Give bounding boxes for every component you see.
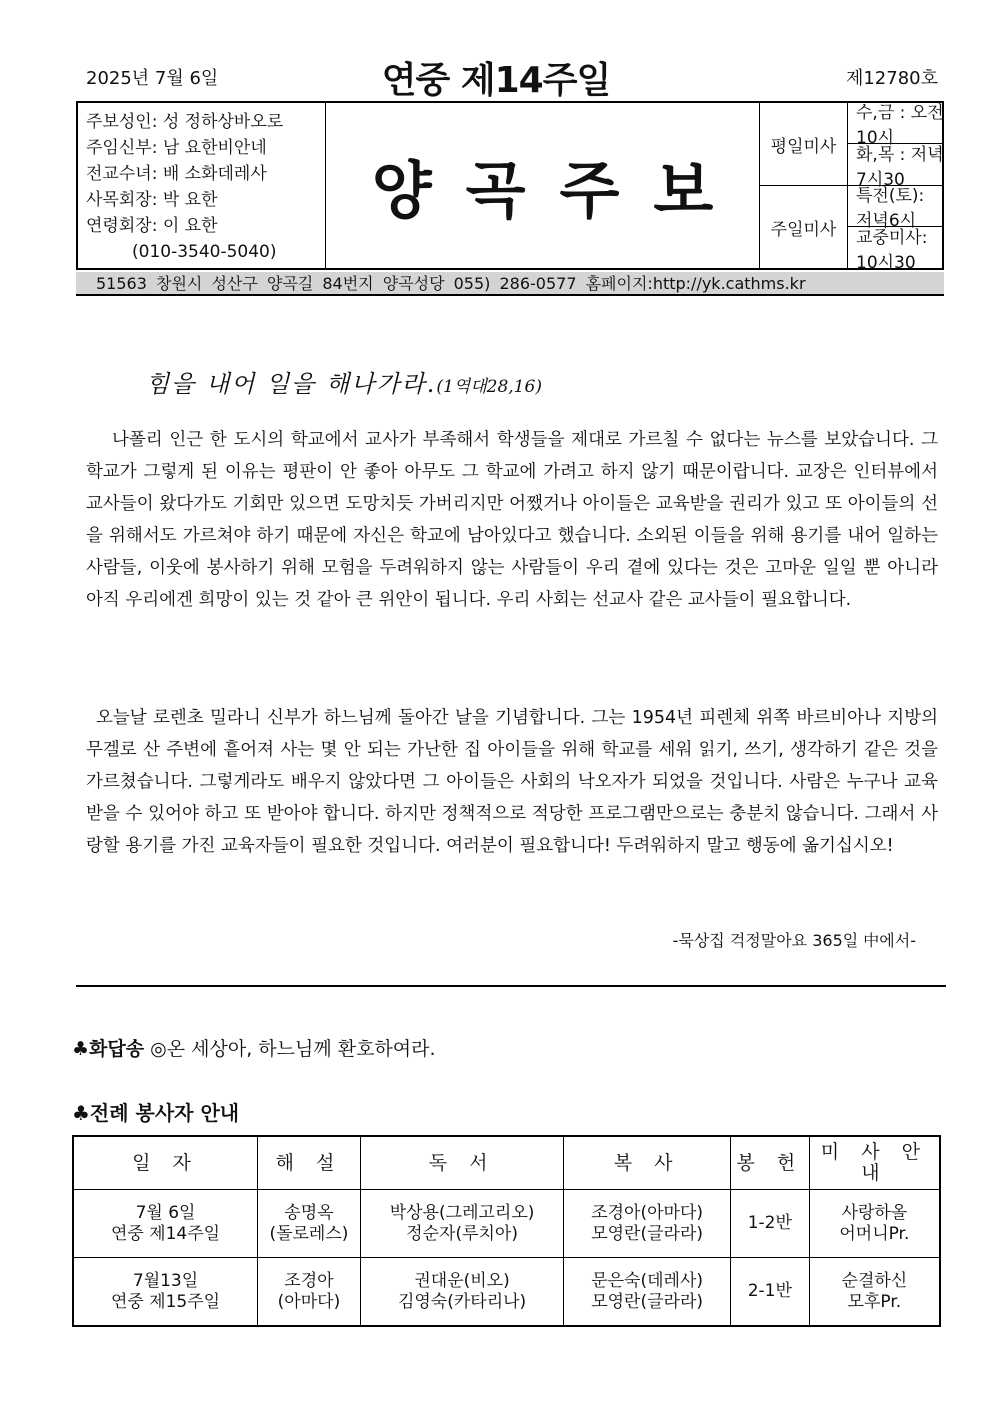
article-heading-text: 힘을 내어 일을 해나가라. — [146, 370, 437, 398]
cell-date — [73, 1258, 258, 1327]
mass-intention-1: 사랑하올 — [841, 1202, 908, 1223]
cell-mass-intention — [809, 1190, 940, 1258]
staff-patron: 주보성인: 성 정하상바오로 — [86, 112, 284, 132]
sunday-mass-row — [760, 186, 944, 273]
server-1: 문은숙(데레사) — [591, 1270, 703, 1291]
cell-offering: 1-2반 — [730, 1190, 809, 1258]
cell-mass-intention — [809, 1258, 940, 1327]
weekday-time-2: 화,목 : 저녁7시30 — [856, 144, 944, 190]
server-1: 조경아(아마다) — [591, 1202, 703, 1223]
reader-1: 권대운(비오) — [414, 1270, 510, 1291]
weekday-mass-times — [848, 103, 944, 190]
header-commentator: 해 설 — [258, 1136, 361, 1190]
header-mass-intention: 미 사 안 내 — [809, 1136, 940, 1190]
staff-pastor: 주임신부: 남 요한비안네 — [86, 138, 267, 158]
psalm-text: ◎온 세상아, 하느님께 환호하여라. — [150, 1038, 436, 1060]
reader-2: 김영숙(카타리나) — [397, 1291, 527, 1312]
sunday-mass-times — [848, 186, 944, 273]
cell-reader — [360, 1190, 563, 1258]
article-source: -묵상집 걱정말아요 365일 中에서- — [672, 931, 916, 950]
psalm-section — [72, 1034, 436, 1061]
scripture-reference: (1역대28,16) — [436, 377, 542, 397]
reader-2: 정순자(루치아) — [406, 1223, 518, 1244]
weekday-time-1: 수,금 : 오전10시 — [848, 103, 944, 144]
service-table — [72, 1135, 941, 1327]
cell-commentator — [258, 1190, 361, 1258]
staff-list — [78, 103, 326, 268]
liturgical-title: 연중 제14주일 — [381, 60, 611, 101]
reader-1: 박상용(그레고리오) — [389, 1202, 535, 1223]
service-section-title: ♣전례 봉사자 안내 — [72, 1101, 240, 1125]
table-row — [73, 1258, 940, 1327]
article-paragraph-1: 나폴리 인근 한 도시의 학교에서 교사가 부족해서 학생들을 제대로 가르칠 수 없다는 뉴스를 보았습니다. 그 학교가 그렇게 된 이유는 평판이 안 좋아 아무도 그 학교에 가려고 하지 않기 때문이랍니다. 교장은 인터뷰에서 교사들이 왔다가도 기회만 있으면 도망치듯 가버리지만 어쨌거나 아이들은 교육받을 권리가 있고 또 아이들의 선을 위해서도 가르쳐야 하기 때문에 자신은 학교에 남아있다고 했습니다. 소외된 이들을 위해 용기를 내어 일하는 사람들, 이웃에 봉사하기 위해 모험을 두려워하지 않는 사람들이 우리 곁에 있다는 것은 고마운 일일 뿐 아니라 아직 우리에겐 희망이 있는 것 같아 큰 위안이 됩니다. 우리 사회는 선교사 같은 교사들이 필요합니다. — [86, 430, 938, 610]
sunday-time-1: 특전(토): 저녁6시 — [848, 186, 944, 227]
commentator-name: 송명옥 — [284, 1202, 334, 1223]
bulletin-date: 2025년 7월 6일 — [86, 68, 219, 89]
header-date: 일 자 — [73, 1136, 258, 1190]
commentator-name: 조경아 — [284, 1270, 334, 1291]
header-reader: 독 서 — [360, 1136, 563, 1190]
sunday-time-2: 교중미사: 10시30 — [856, 227, 928, 273]
article-paragraph-2: 오늘날 로렌초 밀라니 신부가 하느님께 돌아간 날을 기념합니다. 그는 1954년 피렌체 위쪽 바르비아나 지방의 무겔로 산 주변에 흩어져 사는 몇 안 되는 가난한 집 아이들을 위해 학교를 세워 읽기, 쓰기, 생각하기 같은 것을 가르쳤습니다. 그렇게라도 배우지 않았다면 그 아이들은 사회의 낙오자가 되었을 것입니다. 사람은 누구나 교육 받을 수 있어야 하고 또 받아야 합니다. 하지만 정책적으로 적당한 프로그램만으로는 충분치 않습니다. 그래서 사랑할 용기를 가진 교육자들이 필요한 것입니다. 여러분이 필요합니다! 두려워하지 말고 행동에 옮기십시오! — [86, 708, 938, 856]
header-server: 복 사 — [564, 1136, 731, 1190]
mass-intention-2: 어머니Pr. — [839, 1223, 910, 1244]
bulletin-name-panel — [326, 103, 760, 268]
cell-reader — [360, 1258, 563, 1327]
cell-date — [73, 1190, 258, 1258]
staff-sister: 전교수녀: 배 소화데레사 — [86, 164, 267, 184]
table-header-row — [73, 1136, 940, 1190]
sunday-mass-label: 주일미사 — [760, 186, 848, 268]
mass-intention-1: 순결하신 — [841, 1270, 908, 1291]
row-sunday: 연중 제14주일 — [110, 1223, 221, 1244]
issue-number: 제12780호 — [845, 68, 938, 89]
weekday-mass-label: 평일미사 — [760, 103, 848, 185]
cell-server — [564, 1258, 731, 1327]
row-sunday: 연중 제15주일 — [110, 1291, 221, 1312]
header-offering: 봉 헌 — [730, 1136, 809, 1190]
server-2: 모영란(글라라) — [591, 1291, 703, 1312]
staff-council-president: 사목회장: 박 요한 — [86, 190, 218, 210]
section-divider — [76, 985, 946, 987]
row-date: 7월 6일 — [135, 1202, 196, 1223]
masthead-box — [76, 101, 944, 273]
commentator-baptismal: (아마다) — [277, 1291, 341, 1312]
bulletin-name: 양곡주보 — [371, 154, 748, 227]
row-date: 7월13일 — [132, 1270, 199, 1291]
commentator-baptismal: (돌로레스) — [269, 1223, 349, 1244]
mass-intention-2: 모후Pr. — [847, 1291, 902, 1312]
server-2: 모영란(글라라) — [591, 1223, 703, 1244]
article-heading — [146, 364, 542, 399]
cell-commentator — [258, 1258, 361, 1327]
mass-schedule — [760, 103, 944, 273]
table-row — [73, 1190, 940, 1258]
cell-server — [564, 1190, 731, 1258]
phone-number: (010-3540-5040) — [132, 242, 277, 262]
address-bar: 51563 창원시 성산구 양곡길 84번지 양곡성당 055) 286-0577 홈페이지:http://yk.cathms.kr — [76, 272, 944, 296]
cell-offering: 2-1반 — [730, 1258, 809, 1327]
psalm-label: ♣화답송 — [72, 1038, 145, 1060]
weekday-mass-row — [760, 103, 944, 190]
staff-funeral-president: 연령회장: 이 요한 — [86, 216, 218, 236]
